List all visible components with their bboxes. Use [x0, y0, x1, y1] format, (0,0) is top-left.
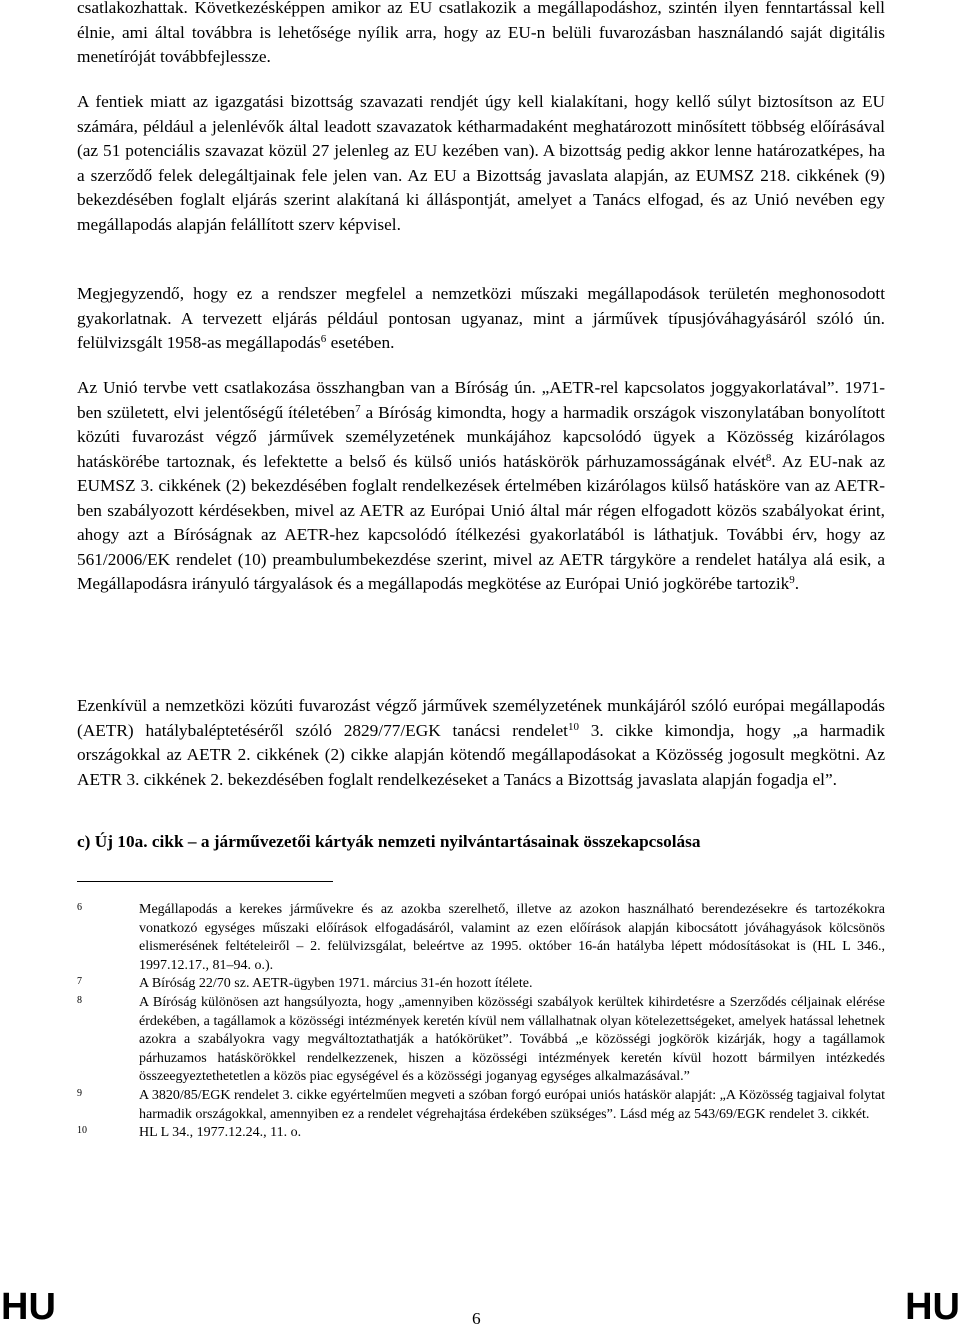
body-text-block — [77, 90, 885, 237]
footnote-text: A 3820/85/EGK rendelet 3. cikke egyértelműen megveti a szóban forgó európai uniós hatáskör alapját: „A Közösség tagjaival folytat harmadik országokkal, amennyiben ez a rendelet végrehajtása érdekében szükséges”. Lásd még az 543/69/EGK rendelet 3. cikkét. — [139, 1087, 885, 1122]
footnote-text: HL L 34., 1977.12.24., 11. o. — [139, 1125, 302, 1141]
paragraph-3 — [77, 282, 885, 356]
footnote-number: 9 — [77, 1087, 82, 1099]
paragraph-text: a Bíróság kimondta, hogy a harmadik országok viszonylatában bonyolított közúti fuvarozást végző járművek személyzetének munkájához kapcsolódó ügyek a Közösség kizárólagos hatáskörébe tartoznak, és lefektette a belső és külső uniós hatáskörök párhuzamosságának elvét — [77, 402, 886, 471]
footnote-reference[interactable]: 7 — [355, 402, 361, 415]
paragraph-text: 3. cikke kimondja, hogy „a harmadik országokkal az AETR 2. cikkének (2) cikke alapján kötendő megállapodásokat a Közösség jogosult megkötni. Az AETR 3. cikkének 2. bekezdésében foglalt rendelkezéseket a Tanács a Bizottság javaslata alapján fogadja el”. — [77, 720, 885, 789]
footnote-number: 7 — [77, 976, 82, 988]
body-text-block — [77, 376, 885, 597]
footnote-number: 6 — [77, 902, 82, 913]
page-number: 6 — [472, 1309, 481, 1328]
paragraph-text: Megjegyzendő, hogy ez a rendszer megfelel a nemzetközi műszaki megállapodások területén meghonosodott gyakorlatnak. A tervezett eljárás például pontosan ugyanaz, mint a járművek típusjóváhagyásáról szóló ún. felülvizsgált 1958-as megállapodás — [77, 284, 885, 352]
footnote-text: A Bíróság különösen azt hangsúlyozta, hogy „amennyiben közösségi szabályok kerültek kihirdetésre a Szerződés céljainak elérése érdekében, a tagállamok a közösségi intézmények keretén kívül nem vállalhatnak olyan kötelezettségeket, amelyek hatással lehetnek azokra a szabályokra vagy megváltoztathatják a hatókörüket”. Továbbá „e közösségi jogkörök kizárják, hogy a tagállamok párhuzamos hatáskörökkel rendelkezzenek, hiszen a közösségi intézmények keretén kívül hozott bármilyen intézkedés összeegyeztethetetlen a közös piac egységével és a közösségi joganyag egységes alkalmazásával.” — [139, 994, 885, 1085]
paragraph-text: esetében. — [326, 333, 395, 352]
paragraph-2: A fentiek miatt az igazgatási bizottság szavazati rendjét úgy kell kialakítani, hogy kellő súlyt biztosítson az EU számára, például a jelenlévők által leadott szavazatok kétharmadaként meghatározott minősített többség előírásával (az 51 potenciális szavazat közül 27 jelenleg az EU kezében van). A bizottság pedig akkor lenne határozatképes, ha a szerződő felek delegáltjainak fele jelen van. Az EU a Bizottság javaslata alapján, az EUMSZ 218. cikkének (9) bekezdésében foglalt eljárás szerint alakítaná ki álláspontját, amelyet a Tanács elfogad, és az Unió nevében egy megállapodás alapján felállított szerv képvisel. — [77, 92, 885, 234]
footnote — [77, 901, 885, 975]
footnote — [77, 994, 885, 1087]
footnote-number: 10 — [77, 1125, 87, 1137]
paragraph-text: . Az EU-nak az EUMSZ 3. cikkének (2) bekezdésében foglalt rendelkezések értelmében kizárólagos külső hatásköre van az AETR-ben szabályozott kérdésekben, mivel az AETR az Európai Unió által már régen elfogadott közös szabályokat érint, ahogy azt a Bíróságnak az AETR-hez kapcsolódó ítélkezési gyakorlatából is láthatjuk. További érv, hogy az 561/2006/EK rendelet (10) preambulumbekezdése szerint, mivel az AETR tárgyköre a rendelet hatálya alá esik, a Megállapodásra irányuló tárgyalások és a megállapodás megkötése az Európai Unió jogkörébe tartozik — [77, 451, 885, 593]
footer-language-code-right: HU — [905, 1286, 960, 1328]
paragraph-4 — [77, 376, 885, 597]
paragraph-text: . — [794, 574, 800, 593]
paragraph-text: Ezenkívül a nemzetközi közúti fuvarozást végző járművek személyzetének munkájáról szóló európai megállapodás (AETR) hatálybaléptetéséről szóló 2829/77/EGK tanácsi rendelet — [77, 696, 885, 740]
footnote — [77, 1124, 885, 1143]
paragraph-1: csatlakozhattak. Következésképpen amikor az EU csatlakozik a megállapodáshoz, szintén ilyen fenntartással kell élnie, ami által továbbra is lehetősége nyílik arra, hogy az EU-n belüli fuvarozásban használandó saját digitális menetíróját továbbfejlessze. — [77, 0, 885, 66]
footnote — [77, 1087, 885, 1124]
footnote-reference[interactable]: 10 — [567, 720, 579, 733]
paragraph-text: Az Unió tervbe vett csatlakozása összhangban van a Bíróság ún. „AETR-rel kapcsolatos joggyakorlatával”. 1971-ben született, elvi jelentőségű ítéletében — [77, 378, 885, 422]
footnote-text: A Bíróság 22/70 sz. AETR-ügyben 1971. március 31-én hozott ítélete. — [139, 976, 533, 992]
body-text-block — [77, 0, 885, 70]
body-text-block — [77, 282, 885, 356]
footnote — [77, 975, 885, 994]
footer-language-code-left: HU — [1, 1286, 56, 1328]
footnote-reference[interactable]: 6 — [320, 333, 327, 345]
footnote-reference[interactable]: 8 — [765, 451, 772, 464]
footnote-text: Megállapodás a kerekes járművekre és az azokba szerelhető, illetve az azokon használható berendezésekre és tartozékokra vonatkozó egységes műszaki előírások elfogadásáról, valamint az ezen előírások alapján kibocsátott jóváhagyások kölcsönös elismerésének feltételeiről – 2. felülvizsgálat, beleértve az 1995. október 16-án hatályba lépett módosításokat is (HL L 346., 1997.12.17., 81–94. o.). — [139, 902, 885, 973]
section-heading: c) Új 10a. cikk – a járművezetői kártyák nemzeti nyilvántartásainak összekapcsolása — [77, 832, 701, 851]
footnote-number: 8 — [77, 994, 82, 1006]
paragraph-5 — [77, 694, 885, 792]
footnote-separator — [77, 881, 333, 882]
body-text-block — [77, 694, 885, 792]
footnote-reference[interactable]: 9 — [789, 574, 795, 586]
footnotes-section — [77, 901, 885, 1143]
